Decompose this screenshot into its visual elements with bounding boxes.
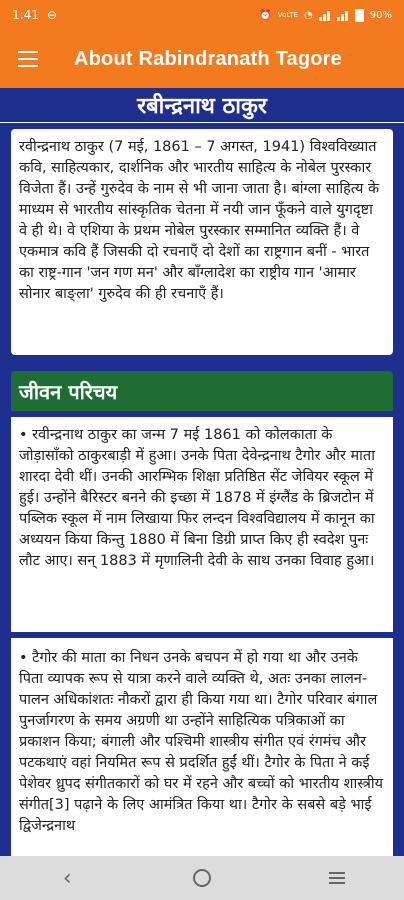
battery-percent: 90% bbox=[369, 9, 392, 21]
menu-icon[interactable] bbox=[18, 51, 40, 67]
bio-card-1 bbox=[11, 417, 393, 632]
signal-icon-2 bbox=[337, 10, 349, 21]
signal-icon bbox=[319, 10, 331, 21]
alarm-icon: ⏰ bbox=[259, 9, 272, 21]
scroll-content[interactable] bbox=[0, 88, 404, 856]
wifi-icon: ◔ bbox=[304, 9, 313, 21]
status-time: 1:41 bbox=[12, 8, 39, 22]
battery-icon bbox=[355, 9, 364, 22]
back-icon[interactable]: ‹ bbox=[62, 865, 72, 891]
bio-paragraph-1: • रवीन्द्रनाथ ठाकुर का जन्म 7 मई 1861 को कोलकाता के जोड़ासाँको ठाकुरबाड़ी में हुआ। उनके पिता देवेन्द्रनाथ टैगोर और माता शारदा देवी थीं। उनकी आरम्भिक शिक्षा प्रतिष्ठित सेंट जेवियर स्कूल में हुई। उन्होंने बैरिस्टर बनने की इच्छा में 1878 में इंग्लैंड के ब्रिजटोन में पब्लिक स्कूल में नाम लिखाया फिर लन्दन विश्वविद्यालय में कानून का अध्ययन किया किन्तु 1880 में बिना डिग्री प्राप्त किए ही स्वदेश पुनः लौट आए। सन् 1883 में मृणालिनी देवी के साथ उनका विवाह हुआ। bbox=[19, 427, 375, 569]
status-left bbox=[12, 8, 57, 22]
home-icon[interactable] bbox=[172, 856, 232, 900]
intro-text: रवीन्द्रनाथ ठाकुर (7 मई, 1861 – 7 अगस्त, 1941) विश्वविख्यात कवि, साहित्यकार, दार्शनिक और भारतीय साहित्य के नोबेल पुरस्कार विजेता हैं। उन्हें गुरुदेव के नाम से भी जाना जाता है। बांग्ला साहित्य के माध्यम से भारतीय सांस्कृतिक चेतना में नयी जान फूँकने वाले युगदृष्टा वे ही थे। वे एशिया के प्रथम नोबेल पुरस्कार सम्मानित व्यक्ति हैं। वे एकमात्र कवि हैं जिसकी दो रचनाएँ दो देशों का राष्ट्रगान बनीं - भारत का राष्ट्र-गान 'जन गण मन' और बाँग्लादेश का राष्ट्रीय गान 'आमार सोनार बाङ्ला' गुरुदेव की ही रचनाएँ हैं। bbox=[19, 139, 380, 302]
intro-card bbox=[11, 129, 393, 355]
app-bar bbox=[0, 30, 404, 88]
status-right bbox=[259, 9, 392, 22]
section-header-life bbox=[11, 371, 393, 411]
recents-icon[interactable] bbox=[307, 856, 367, 900]
app-title: About Rabindranath Tagore bbox=[74, 47, 342, 70]
bio-paragraph-2: • टैगोर की माता का निधन उनके बचपन में हो गया था और उनके पिता व्यापक रूप से यात्रा करने वाले व्यक्ति थे, अतः उनका लालन-पालन अधिकांशतः नौकरों द्वारा ही किया गया था। टैगोर परिवार बंगाल पुनर्जागरण के समय अग्रणी था उन्होंने साहित्यिक पत्रिकाओं का प्रकाशन किया; बंगाली और पश्चिमी शास्त्रीय संगीत एवं रंगमंच और पटकथाएं वहां नियमित रूप से प्रदर्शित हुईं थीं। टैगोर के पिता ने कई पेशेवर ध्रुपद संगीतकारों को घर में रहने और बच्चों को भारतीय शास्त्रीय संगीत[3] पढ़ाने के लिए आमंत्रित किया था। टैगोर के सबसे बड़े भाई द्विजेन्द्रनाथ bbox=[19, 650, 384, 834]
bio-card-2 bbox=[11, 638, 393, 856]
network-label: VoLTE bbox=[277, 11, 299, 19]
system-nav-bar bbox=[0, 856, 404, 900]
section-title: जीवन परिचय bbox=[19, 379, 118, 404]
sync-icon: ⊖ bbox=[46, 8, 58, 22]
status-bar bbox=[0, 0, 404, 30]
page-title: रबीन्द्रनाथ ठाकुर bbox=[0, 88, 404, 123]
